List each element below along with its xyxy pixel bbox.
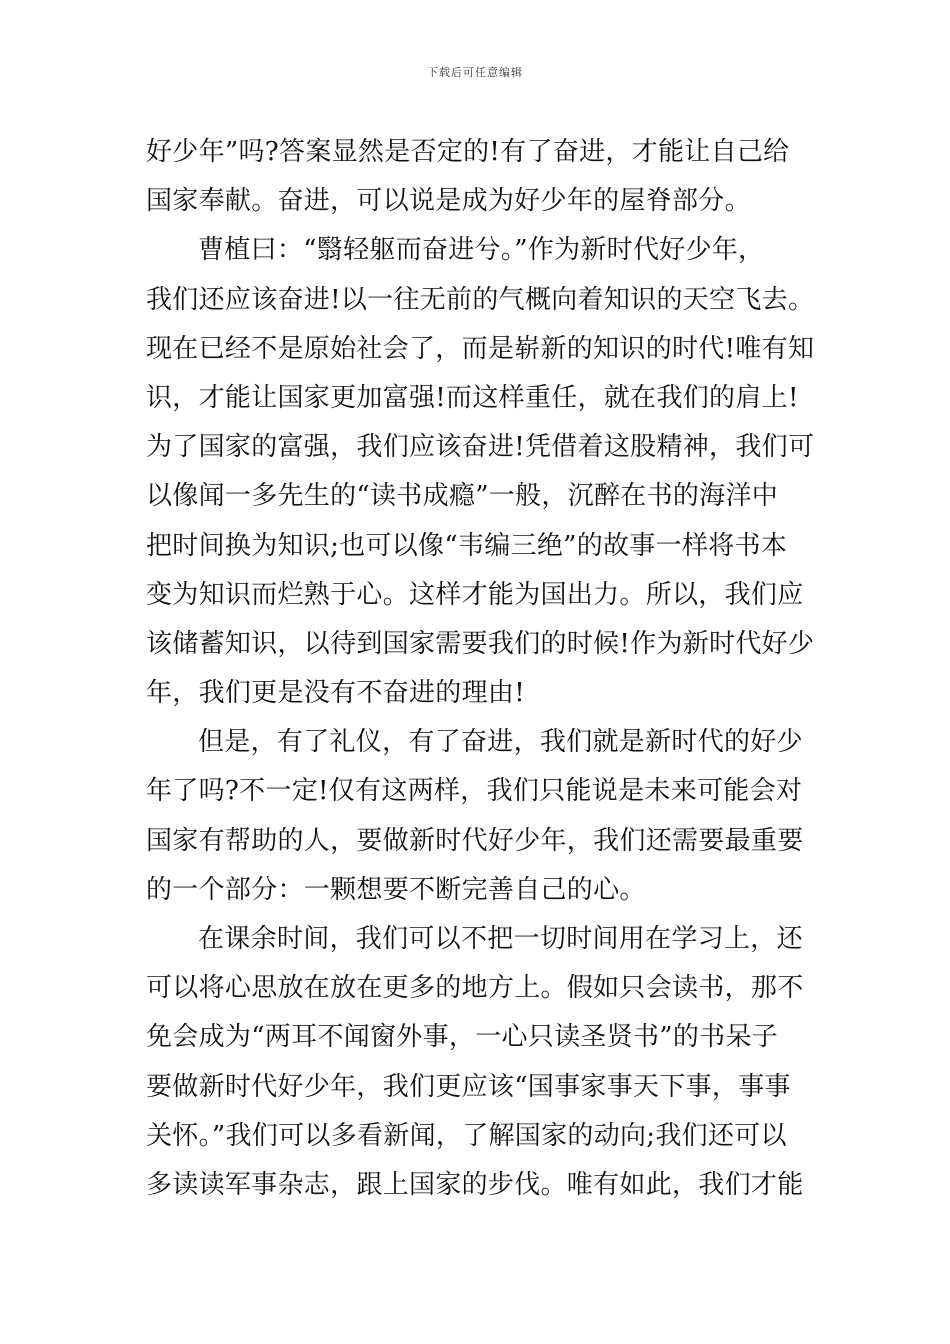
text-line: 好少年”吗?答案显然是否定的!有了奋进，才能让自己给: [146, 137, 790, 167]
text-line: 我们还应该奋进!以一往无前的气概向着知识的天空飞去。: [146, 284, 815, 315]
text-line: 把时间换为知识;也可以像“韦编三绝”的故事一样将书本: [146, 530, 788, 561]
text-line: 关怀。”我们可以多看新闻，了解国家的动向;我们还可以: [146, 1120, 787, 1151]
text-line: 要做新时代好少年，我们更应该“国事家事天下事，事事: [146, 1071, 791, 1102]
text-line: 该储蓄知识，以待到国家需要我们的时候!作为新时代好少: [146, 628, 815, 659]
text-line: 多读读军事杂志，跟上国家的步伐。唯有如此，我们才能: [146, 1169, 804, 1200]
text-line: 年，我们更是没有不奋进的理由!: [146, 678, 525, 709]
text-line: 国家有帮助的人，要做新时代好少年，我们还需要最重要: [146, 825, 804, 856]
text-line: 变为知识而烂熟于心。这样才能为国出力。所以，我们应: [146, 579, 804, 610]
document-body: [146, 129, 815, 1211]
text-line: 但是，有了礼仪，有了奋进，我们就是新时代的好少: [198, 727, 803, 758]
text-line: 现在已经不是原始社会了，而是崭新的知识的时代!唯有知: [146, 333, 815, 364]
text-line: 年了吗?不一定!仅有这两样，我们只能说是未来可能会对: [146, 776, 803, 807]
text-line: 可以将心思放在放在更多的地方上。假如只会读书，那不: [146, 973, 804, 1004]
text-line: 在课余时间，我们可以不把一切时间用在学习上，还: [198, 924, 803, 954]
text-line: 以像闻一多先生的“读书成瘾”一般，沉醉在书的海洋中: [146, 481, 779, 512]
text-line: 为了国家的富强，我们应该奋进!凭借着这股精神，我们可: [146, 432, 815, 463]
page-header: 下载后可任意编辑: [427, 66, 523, 79]
text-line: 曹植曰：“翳轻躯而奋进兮。”作为新时代好少年，: [198, 235, 765, 266]
text-line: 国家奉献。奋进，可以说是成为好少年的屋脊部分。: [146, 186, 751, 217]
text-line: 免会成为“两耳不闻窗外事，一心只读圣贤书”的书呆子: [146, 1022, 779, 1053]
text-line: 的一个部分：一颗想要不断完善自己的心。: [146, 874, 646, 905]
text-line: 识，才能让国家更加富强!而这样重任，就在我们的肩上!: [146, 382, 799, 413]
